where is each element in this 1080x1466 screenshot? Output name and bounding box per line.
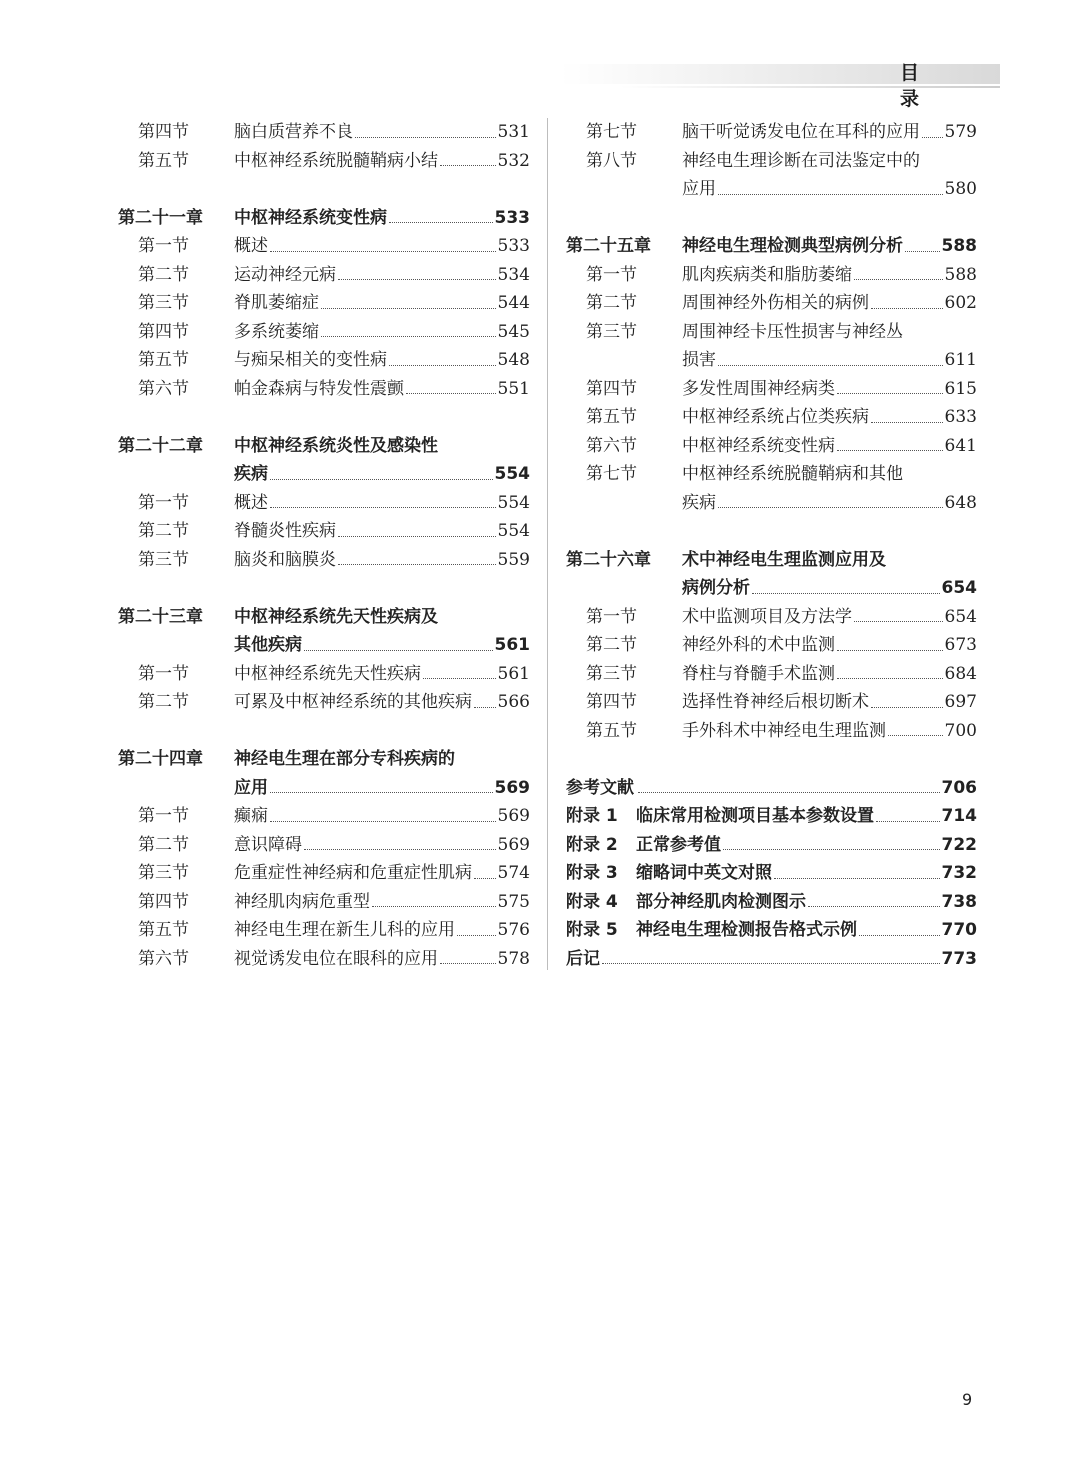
- dot-leader: [718, 365, 943, 366]
- toc-chapter[interactable]: 第二十五章 神经电生理检测典型病例分析 588: [566, 232, 977, 261]
- page-ref: 548: [497, 350, 530, 370]
- page-number: 9: [962, 1390, 973, 1409]
- dot-leader: [718, 194, 943, 195]
- page-ref: 578: [497, 948, 530, 969]
- dot-leader: [440, 165, 496, 166]
- toc-entry[interactable]: 第四节 多发性周围神经病类 615: [566, 375, 977, 404]
- page-ref: 697: [944, 692, 977, 712]
- toc-entry[interactable]: 第一节 概述 533: [118, 232, 530, 261]
- page-ref: 533: [494, 207, 530, 228]
- toc-entry[interactable]: 第五节 中枢神经系统占位类疾病 633: [566, 403, 977, 432]
- toc-chapter[interactable]: 第二十三章 中枢神经系统先天性疾病及: [118, 606, 438, 627]
- page-ref: 714: [941, 806, 977, 826]
- page-ref: 588: [944, 264, 977, 285]
- toc-entry[interactable]: 第四节 多系统萎缩 545: [118, 318, 530, 347]
- toc-chapter-cont[interactable]: 疾病 554: [118, 460, 530, 489]
- page-ref: 576: [497, 920, 530, 940]
- page-ref: 554: [497, 521, 530, 541]
- dot-leader: [638, 792, 940, 793]
- dot-leader: [474, 878, 496, 879]
- toc-entry[interactable]: 第五节 神经电生理在新生儿科的应用 576: [118, 916, 530, 945]
- dot-leader: [876, 821, 940, 822]
- toc-entry[interactable]: 第二节 意识障碍 569: [118, 831, 530, 860]
- dot-leader: [871, 308, 943, 309]
- toc-entry[interactable]: 第八节 神经电生理诊断在司法鉴定中的: [586, 150, 920, 171]
- dot-leader: [270, 507, 496, 508]
- dot-leader: [871, 707, 943, 708]
- column-divider: [547, 118, 548, 970]
- page-ref: 554: [494, 464, 530, 484]
- dot-leader: [602, 963, 940, 964]
- page-ref: 722: [941, 834, 977, 855]
- page-ref: 615: [944, 378, 977, 399]
- dot-leader: [837, 450, 943, 451]
- dot-leader: [423, 678, 496, 679]
- dot-leader: [304, 650, 493, 651]
- page-ref: 561: [494, 635, 530, 655]
- toc-entry[interactable]: 第四节 脑白质营养不良 531: [118, 118, 530, 147]
- dot-leader: [338, 279, 496, 280]
- toc-entry[interactable]: 第五节 与痴呆相关的变性病 548: [118, 346, 530, 375]
- toc-entry[interactable]: 第七节 脑干听觉诱发电位在耳科的应用 579: [566, 118, 977, 147]
- dot-leader: [905, 251, 940, 252]
- toc-entry[interactable]: 第二节 脊髓炎性疾病 554: [118, 517, 530, 546]
- page-ref: 641: [944, 435, 977, 456]
- page-ref: 532: [497, 150, 530, 171]
- page-ref: 684: [944, 663, 977, 684]
- dot-leader: [440, 963, 496, 964]
- toc-entry[interactable]: 第五节 手外科术中神经电生理监测 700: [566, 717, 977, 746]
- toc-entry[interactable]: 第一节 中枢神经系统先天性疾病 561: [118, 660, 530, 689]
- dot-leader: [321, 308, 496, 309]
- page-ref: 648: [944, 492, 977, 513]
- page-ref: 773: [941, 948, 977, 969]
- page-ref: 654: [941, 578, 977, 598]
- page-ref: 534: [497, 264, 530, 285]
- dot-leader: [270, 821, 496, 822]
- dot-leader: [474, 707, 496, 708]
- toc-appendix[interactable]: 附录 2 正常参考值 722: [566, 831, 977, 860]
- dot-leader: [808, 906, 940, 907]
- toc-entry[interactable]: 第一节 术中监测项目及方法学 654: [566, 603, 977, 632]
- page-ref: 700: [944, 720, 977, 741]
- page-ref: 602: [944, 293, 977, 313]
- dot-leader: [752, 593, 940, 594]
- dot-leader: [406, 393, 496, 394]
- page-ref: 569: [494, 777, 530, 798]
- page-ref: 574: [497, 863, 530, 883]
- dot-leader: [389, 222, 493, 223]
- page-ref: 579: [944, 122, 977, 142]
- toc-appendix[interactable]: 附录 4 部分神经肌肉检测图示 738: [566, 888, 977, 917]
- toc-chapter-cont[interactable]: 其他疾病 561: [118, 631, 530, 660]
- page-ref: 559: [497, 549, 530, 570]
- toc-entry[interactable]: 第三节 脊肌萎缩症 544: [118, 289, 530, 318]
- toc-chapter-cont[interactable]: 应用 569: [118, 774, 530, 803]
- running-header-title: 目 录: [900, 62, 942, 110]
- toc-entry[interactable]: 第一节 癫痫 569: [118, 802, 530, 831]
- toc-entry[interactable]: 第六节 帕金森病与特发性震颤 551: [118, 375, 530, 404]
- toc-entry[interactable]: 第一节 概述 554: [118, 489, 530, 518]
- page-ref: 770: [941, 920, 977, 940]
- dot-leader: [270, 792, 493, 793]
- toc-entry-cont[interactable]: 损害 611: [566, 346, 977, 375]
- dot-leader: [922, 137, 943, 138]
- toc-appendix[interactable]: 附录 5 神经电生理检测报告格式示例 770: [566, 916, 977, 945]
- toc-entry[interactable]: 第六节 视觉诱发电位在眼科的应用 578: [118, 945, 530, 974]
- toc-chapter-cont[interactable]: 病例分析 654: [566, 574, 977, 603]
- toc-references[interactable]: 参考文献 706: [566, 774, 977, 803]
- toc-entry[interactable]: 第二节 周围神经外伤相关的病例 602: [566, 289, 977, 318]
- dot-leader: [338, 536, 496, 537]
- toc-appendix[interactable]: 附录 3 缩略词中英文对照 732: [566, 859, 977, 888]
- toc-right-column: [566, 118, 977, 973]
- dot-leader: [837, 678, 943, 679]
- dot-leader: [457, 935, 496, 936]
- page-ref: 551: [497, 378, 530, 399]
- page-ref: 732: [941, 863, 977, 883]
- dot-leader: [389, 365, 496, 366]
- page-ref: 706: [941, 777, 977, 798]
- page-ref: 545: [497, 321, 530, 342]
- toc-entry[interactable]: 第五节 中枢神经系统脱髓鞘病小结 532: [118, 147, 530, 176]
- dot-leader: [372, 906, 496, 907]
- page-ref: 575: [497, 891, 530, 912]
- toc-chapter[interactable]: 第二十四章 神经电生理在部分专科疾病的: [118, 749, 455, 769]
- dot-leader: [723, 849, 940, 850]
- page-ref: 580: [944, 179, 977, 199]
- toc-entry[interactable]: 第六节 中枢神经系统变性病 641: [566, 432, 977, 461]
- toc-entry-cont[interactable]: 应用 580: [566, 175, 977, 204]
- toc-entry[interactable]: 第四节 神经肌肉病危重型 575: [118, 888, 530, 917]
- toc-appendix[interactable]: 附录 1 临床常用检测项目基本参数设置 714: [566, 802, 977, 831]
- toc-entry[interactable]: 第三节 脑炎和脑膜炎 559: [118, 546, 530, 575]
- dot-leader: [321, 336, 496, 337]
- page-ref: 633: [944, 407, 977, 427]
- page-ref: 588: [941, 236, 977, 256]
- toc-entry[interactable]: 第二节 运动神经元病 534: [118, 261, 530, 290]
- dot-leader: [338, 564, 496, 565]
- toc-entry[interactable]: 第四节 选择性脊神经后根切断术 697: [566, 688, 977, 717]
- dot-leader: [888, 735, 943, 736]
- toc-entry-cont[interactable]: 疾病 648: [566, 489, 977, 518]
- page-ref: 569: [497, 806, 530, 826]
- page-ref: 531: [497, 122, 530, 142]
- toc-left-column: [118, 118, 530, 973]
- toc-entry[interactable]: 第七节 中枢神经系统脱髓鞘病和其他: [586, 464, 903, 484]
- dot-leader: [854, 279, 943, 280]
- dot-leader: [854, 621, 943, 622]
- page-ref: 533: [497, 236, 530, 256]
- page-ref: 673: [944, 635, 977, 655]
- toc-entry[interactable]: 第二节 可累及中枢神经系统的其他疾病 566: [118, 688, 530, 717]
- toc-entry[interactable]: 第三节 脊柱与脊髓手术监测 684: [566, 660, 977, 689]
- toc-chapter[interactable]: 第二十六章 术中神经电生理监测应用及: [566, 549, 886, 570]
- page-ref: 566: [497, 692, 530, 712]
- dot-leader: [837, 393, 943, 394]
- toc-chapter[interactable]: 第二十一章 中枢神经系统变性病 533: [118, 204, 530, 233]
- dot-leader: [837, 650, 943, 651]
- page-ref: 561: [497, 663, 530, 684]
- toc-entry[interactable]: 第一节 肌肉疾病类和脂肪萎缩 588: [566, 261, 977, 290]
- dot-leader: [774, 878, 940, 879]
- toc-chapter[interactable]: 第二十二章 中枢神经系统炎性及感染性: [118, 435, 438, 456]
- page-ref: 569: [497, 834, 530, 855]
- toc-entry[interactable]: 第三节 周围神经卡压性损害与神经丛: [586, 321, 903, 342]
- dot-leader: [859, 935, 940, 936]
- dot-leader: [270, 479, 493, 480]
- page-ref: 654: [944, 606, 977, 627]
- toc-entry[interactable]: 第二节 神经外科的术中监测 673: [566, 631, 977, 660]
- page-ref: 611: [944, 350, 977, 370]
- dot-leader: [871, 422, 943, 423]
- header-rule: [620, 86, 1000, 88]
- dot-leader: [270, 251, 496, 252]
- page-ref: 738: [941, 891, 977, 912]
- toc-afterword[interactable]: 后记 773: [566, 945, 977, 974]
- dot-leader: [355, 137, 496, 138]
- dot-leader: [718, 507, 943, 508]
- page-ref: 544: [497, 293, 530, 313]
- dot-leader: [304, 849, 496, 850]
- page-ref: 554: [497, 492, 530, 513]
- toc-entry[interactable]: 第三节 危重症性神经病和危重症性肌病 574: [118, 859, 530, 888]
